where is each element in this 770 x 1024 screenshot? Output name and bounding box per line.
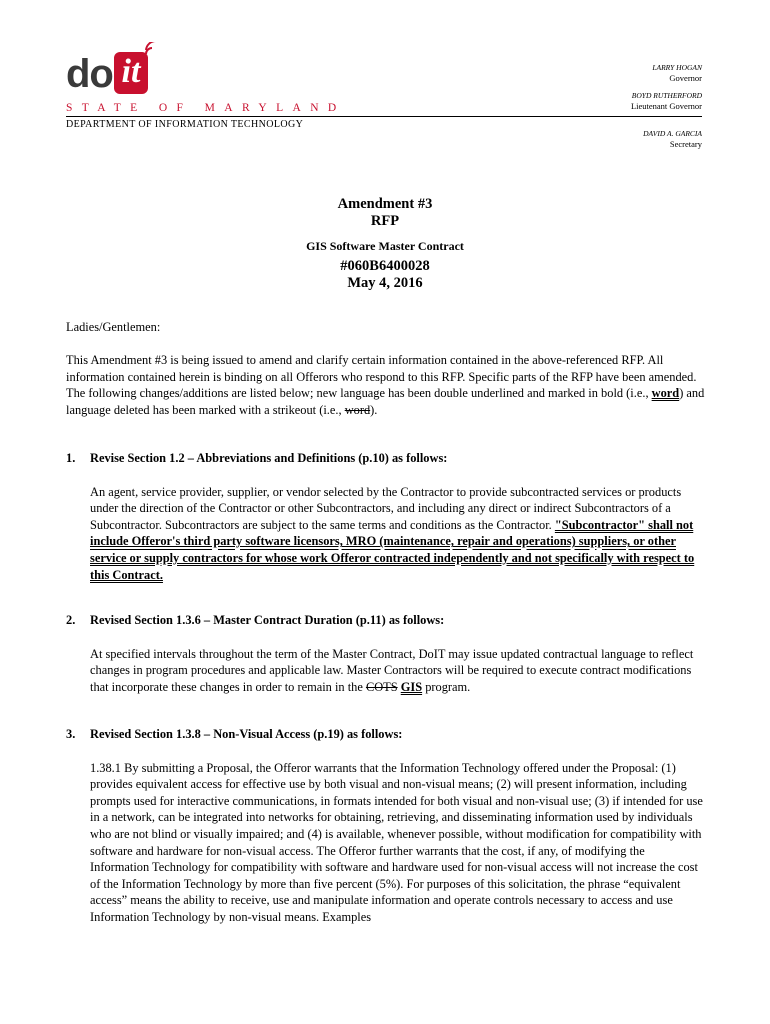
section-number: 2. [66,613,76,627]
official-title: Governor [669,73,702,83]
section-body: An agent, service provider, supplier, or vendor selected by the Contractor to provide subcontracted services or products under the direction of the Contractor or other Subcontractors, and including any direct or indirect Subcontractors of a Subcontractor. Subcontractors are subject to the same terms and conditions as the Contractor. "Subcontractor" shall not include Offeror's third party software licensors, MRO (maintenance, repair and operations) suppliers, or other service or supply contractors for whose work Offeror contracted independently and not specifically with respect to this Contract. [90,484,695,582]
section-3 [66,726,706,926]
section-number: 3. [66,727,76,741]
signal-waves-icon [144,42,162,58]
state-of-maryland: STATE OF MARYLAND [66,102,346,114]
amendment-title: Amendment #3 [337,196,433,212]
deleted-text: COTS [365,679,398,694]
section-heading: 3. Revised Section 1.3.8 – Non-Visual Access (p.19) as follows: [66,727,403,741]
added-text: "Subcontractor" shall not include Offeror's third party software licensors, MRO (maintenance, repair and operations) suppliers, or other service or supply contractors for whose work Offeror contracted independently and not specifically with respect to this Contract. [90,517,695,582]
added-example: word [651,386,680,401]
official-name: LARRY HOGAN [652,63,702,72]
section-heading: 1. Revise Section 1.2 – Abbreviations and Definitions (p.10) as follows: [66,451,448,465]
logo-it-text: it [114,52,148,94]
official-title: Secretary [669,139,702,149]
rfp-title: RFP [370,213,400,229]
intro-paragraph: This Amendment #3 is being issued to amend and clarify certain information contained in the above-referenced RFP. All information contained herein is binding on all Offerors who respond to this RFP. Specific parts of the RFP have been amended. The following changes/additions are listed below; new language has been double underlined and marked in bold (i.e., word) and language deleted has been marked with a strikeout (i.e., word). [66,353,705,417]
officials-block [631,62,702,150]
header-rule [66,116,702,117]
contract-name: GIS Software Master Contract [306,239,464,253]
contract-number: #060B6400028 [340,258,430,274]
section-2 [66,612,706,695]
salutation: Ladies/Gentlemen: [66,320,161,334]
doit-logo [66,44,156,100]
amendment-date: May 4, 2016 [347,275,423,291]
logo-do-text: do [66,52,113,96]
official-name: BOYD RUTHERFORD [631,91,702,100]
section-heading: 2. Revised Section 1.3.6 – Master Contract Duration (p.11) as follows: [66,613,445,627]
official-title: Lieutenant Governor [630,101,702,111]
department-name: DEPARTMENT OF INFORMATION TECHNOLOGY [66,119,304,130]
title-block [0,196,770,292]
section-number: 1. [66,451,76,465]
deleted-example: word [344,402,371,417]
section-body: At specified intervals throughout the term of the Master Contract, DoIT may issue updated contractual language to reflect changes in program procedures and applicable law. Master Contractors will be required to execute contract modifications that incorporate these changes in order to remain in the COTS GIS program. [90,646,694,694]
section-body: 1.38.1 By submitting a Proposal, the Offeror warrants that the Information Technology offered under the Proposal: (1) provides equivalent access for effective use by both visual and non-visual means; (2) will present information, including prompts used for interactive communications, in formats intended for both visual and non-visual use; (3) if intended for use in a network, can be integrated into networks for obtaining, retrieving, and disseminating information used by individuals who are not blind or visually impaired; and (4) is available, whenever possible, without modification for compatibility with software and hardware for non-visual access. The Offeror further warrants that the cost, if any, of modifying the Information Technology for compatibility with software and hardware used for non-visual access will not increase the cost of the Information Technology by more than five percent (5%). For purposes of this solicitation, the phrase “equivalent access” means the ability to receive, use and manipulate information and operate controls necessary to access and use Information Technology by non-visual means. Examples [90,760,703,924]
added-text: GIS [400,679,423,694]
official-name: DAVID A. GARCIA [643,129,702,138]
section-1 [66,450,706,583]
